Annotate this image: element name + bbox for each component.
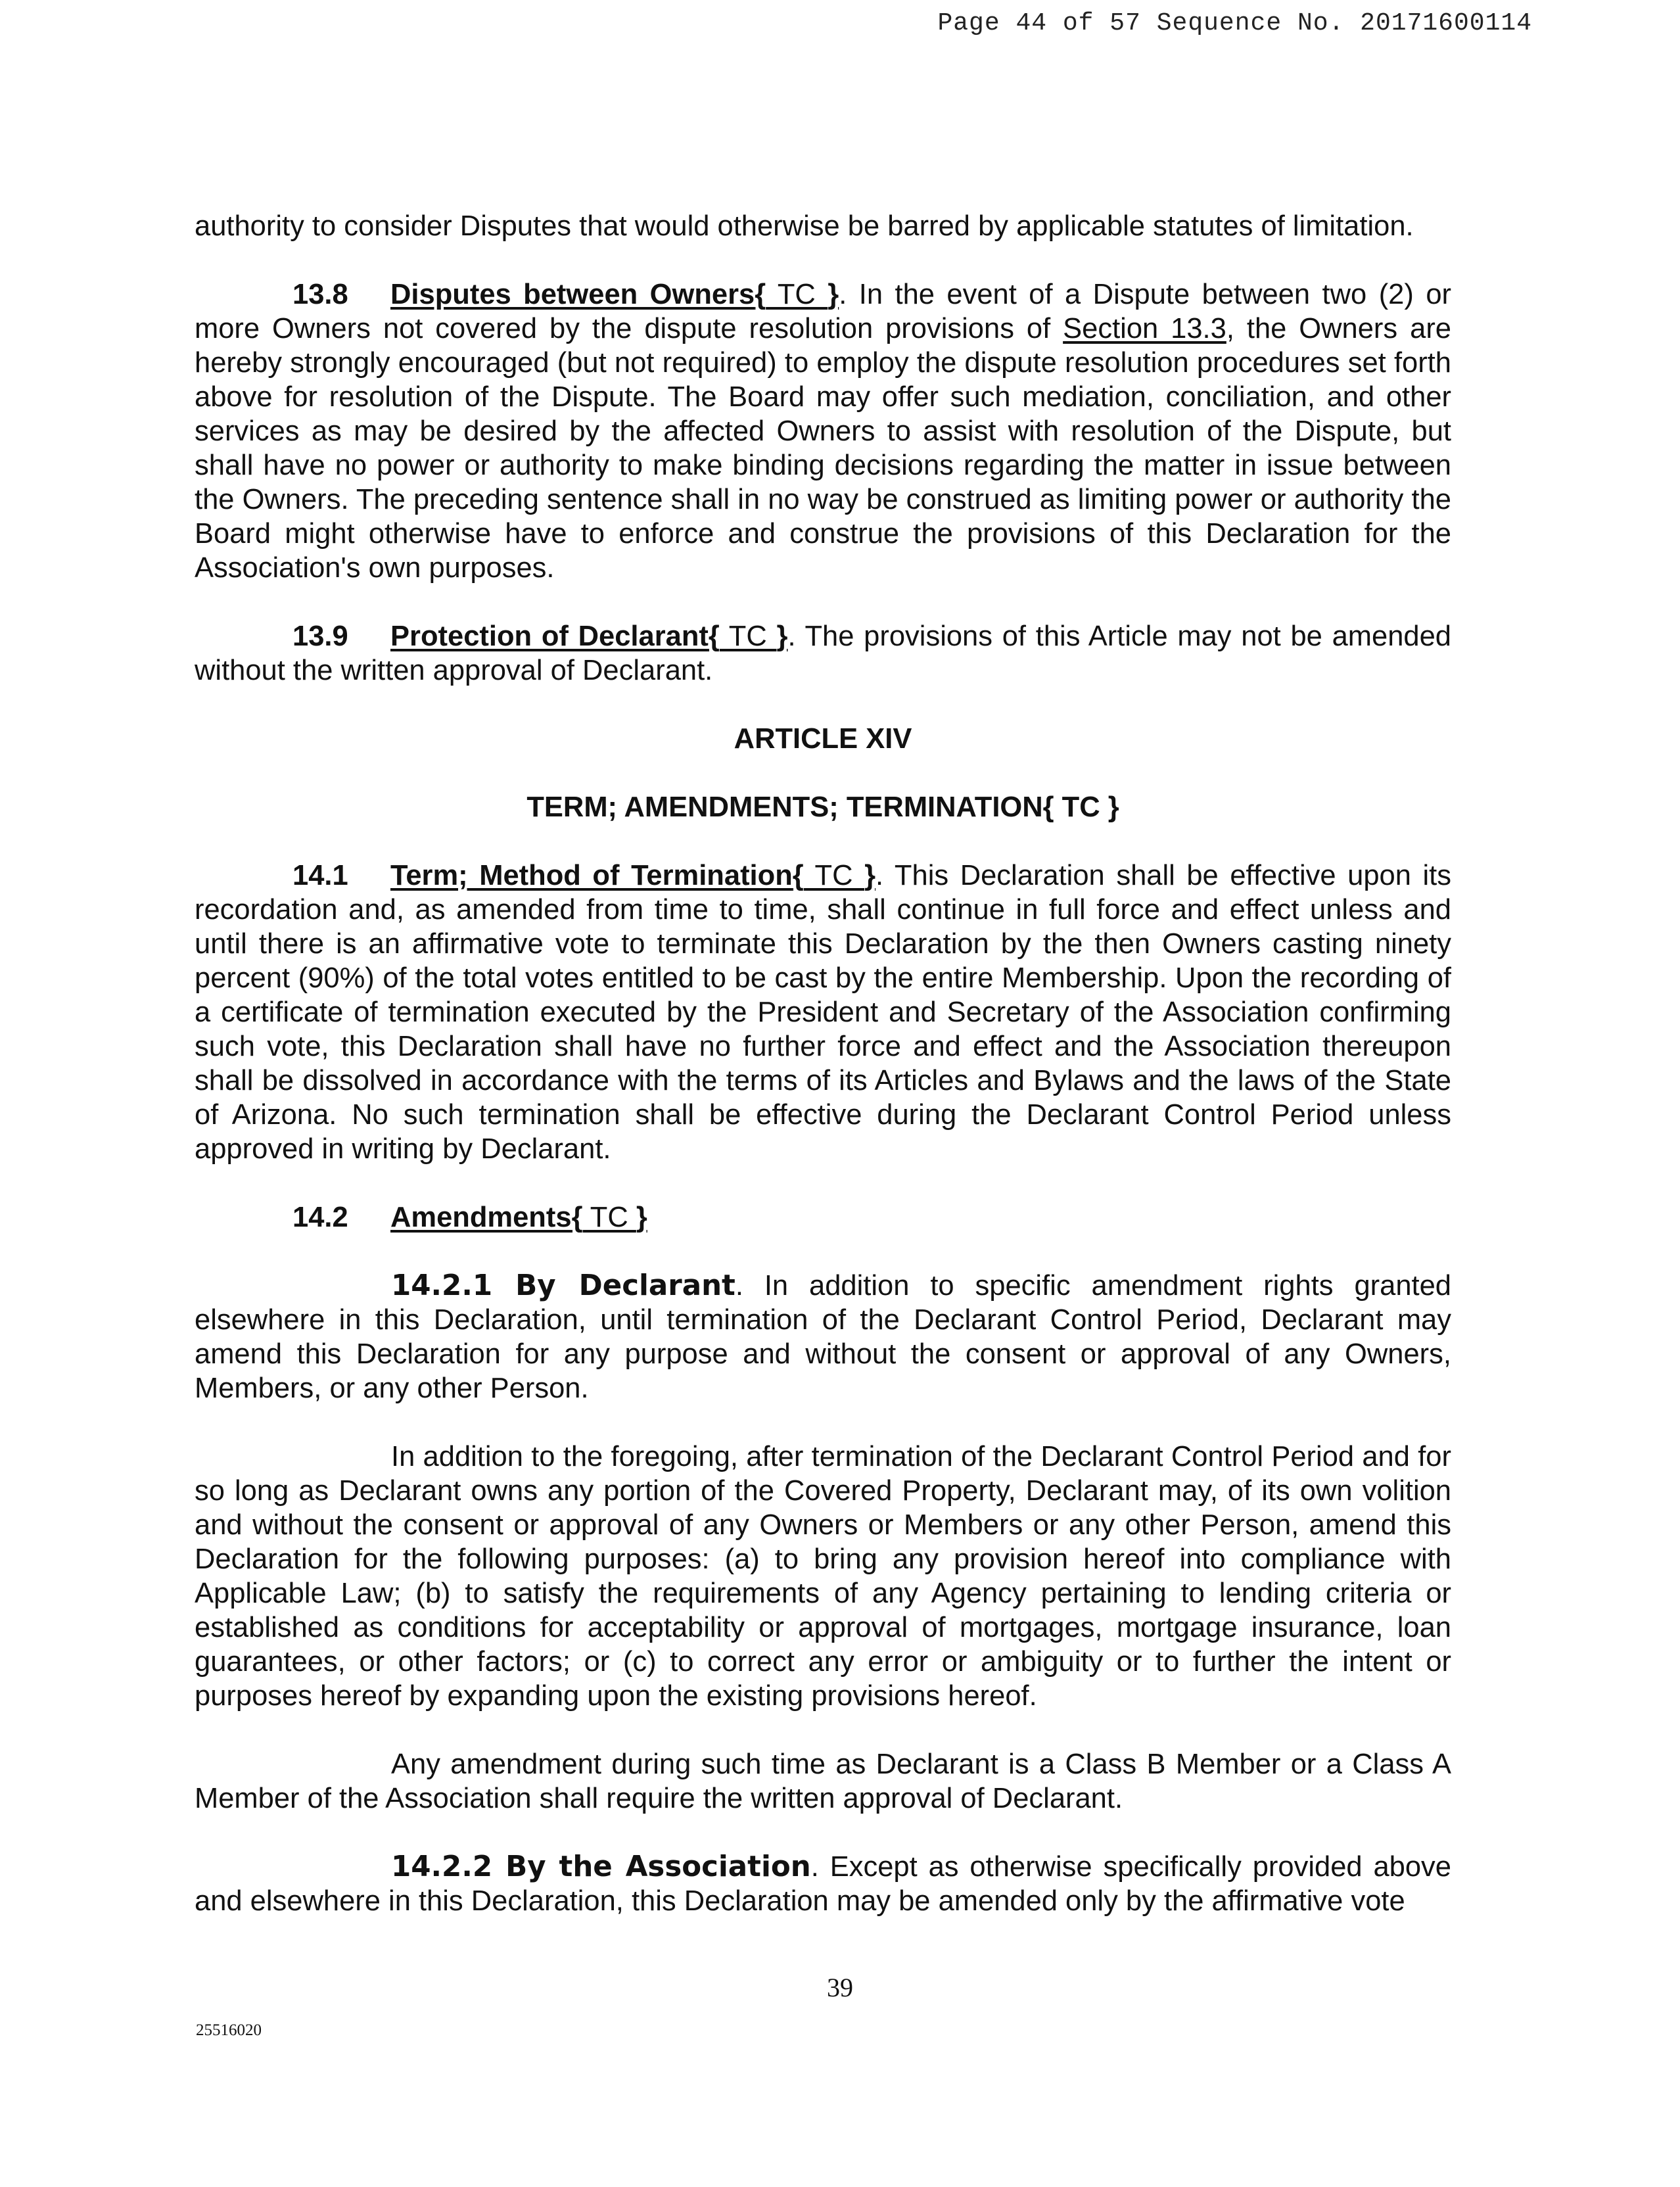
- subsection-14-2-2: 14.2.2 By the Association. Except as otherwise specifically provided above and elsewhere in this Declaration, this Declaration may be amended only by the affirmative vote: [195, 1850, 1451, 1917]
- section-13-8: 13.8 Disputes between Owners{ TC }. In the event of a Dispute between two (2) or more Owners not covered by the dispute resolution provisions of Section 13.3, the Owners are hereby strongly encouraged (but not required) to employ the dispute resolution procedures set forth above for resolution of the Dispute. The Board may offer such mediation, conciliation, and other services as may be desired by the affected Owners to assist with resolution of the Dispute, but shall have no power or authority to make binding decisions regarding the matter in issue between the Owners. The preceding sentence shall in no way be construed as limiting power or authority the Board might otherwise have to enforce and construe the provisions of this Declaration for the Association's own purposes.: [195, 279, 1451, 584]
- section-14-1: 14.1 Term; Method of Termination{ TC }. This Declaration shall be effective upon its recordation and, as amended from time to time, shall continue in full force and effect unless and until there is an affirmative vote to terminate this Declaration by the then Owners casting ninety percent (90%) of the total votes entitled to be cast by the entire Membership. Upon the recording of a certificate of termination executed by the President and Secretary of the Association confirming such vote, this Declaration shall have no further force and effect and the Association thereupon shall be dissolved in accordance with the terms of its Articles and Bylaws and the laws of the State of Arizona. No such termination shall be effective during the Declarant Control Period unless approved in writing by Declarant.: [195, 860, 1451, 1165]
- subsection-label: 14.2.1 By Declarant: [391, 1269, 735, 1302]
- paragraph-any-amendment: Any amendment during such time as Declarant is a Class B Member or a Class A Member of the Association shall require the written approval of Declarant.: [195, 1749, 1451, 1814]
- document-body: [195, 209, 1451, 1918]
- page-sequence-header: Page 44 of 57 Sequence No. 20171600114: [937, 9, 1532, 37]
- subsection-14-2-1: 14.2.1 By Declarant. In addition to specific amendment rights granted elsewhere in this Declaration, until termination of the Declarant Control Period, Declarant may amend this Declaration for any purpose and without the consent or approval of any Owners, Members, or any other Person.: [195, 1269, 1451, 1404]
- paragraph-in-addition: In addition to the foregoing, after termination of the Declarant Control Period and for so long as Declarant owns any portion of the Covered Property, Declarant may, of its own volition and without the consent or approval of any Owners or Members or any other Person, amend this Declaration for the following purposes: (a) to bring any provision hereof into compliance with Applicable Law; (b) to satisfy the requirements of any Agency pertaining to lending criteria or established as conditions for acceptability or approval of mortgages, mortgage insurance, loan guarantees, or other factors; or (c) to correct any error or ambiguity or to further the intent or purposes hereof by expanding upon the existing provisions hereof.: [195, 1441, 1451, 1712]
- continuation-paragraph: authority to consider Disputes that would otherwise be barred by applicable statutes of limitation.: [195, 210, 1414, 242]
- section-reference-link[interactable]: Section 13.3: [1063, 313, 1226, 344]
- section-title: Protection of Declarant{ TC }: [390, 621, 788, 652]
- section-number: 14.1: [292, 860, 348, 891]
- section-title: Disputes between Owners{ TC }: [390, 279, 839, 310]
- section-number: 13.9: [292, 621, 348, 652]
- subsection-label: 14.2.2 By the Association: [391, 1850, 811, 1883]
- section-title: Term; Method of Termination{ TC }: [390, 860, 876, 891]
- section-14-2: [195, 1200, 1451, 1235]
- section-13-9: 13.9 Protection of Declarant{ TC }. The provisions of this Article may not be amended without the written approval of Declarant.: [195, 621, 1451, 686]
- page-number: 39: [827, 1973, 853, 2002]
- article-title: TERM; AMENDMENTS; TERMINATION{ TC }: [526, 791, 1119, 823]
- article-heading: ARTICLE XIV: [734, 723, 912, 755]
- section-number: 14.2: [292, 1202, 348, 1233]
- section-title: Amendments{ TC }: [390, 1202, 647, 1233]
- document-id: 25516020: [196, 2021, 262, 2039]
- section-number: 13.8: [292, 279, 348, 310]
